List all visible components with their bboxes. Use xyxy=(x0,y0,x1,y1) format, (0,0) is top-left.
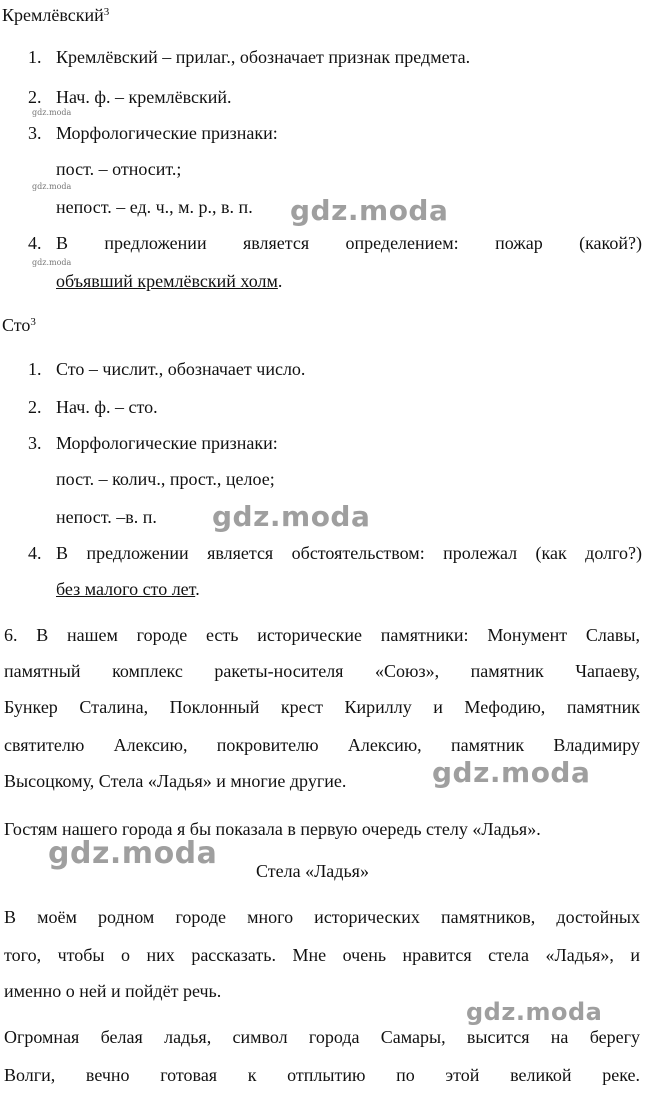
guests-sentence: Гостям нашего города я бы показала в первую очередь стелу «Ладья». xyxy=(4,819,541,839)
section-title-kremlevsky: Кремлёвский$^3$ xyxy=(2,5,110,25)
item-number: 1. xyxy=(28,359,42,379)
watermark-large: gdz.moda xyxy=(432,756,591,789)
variable-features: непост. –в. п. xyxy=(56,507,157,527)
underlined-example: объявший кремлёвский холм xyxy=(56,271,278,291)
essay-line: того, чтобы о них рассказать. Мне очень нравится стела «Ладья», и xyxy=(4,945,640,965)
underlined-example: без малого сто лет xyxy=(56,579,196,599)
item-text-sentence-role: В предложении является обстоятельством: пролежал (как долго?) xyxy=(56,543,642,563)
item-text: Сто – числит., обозначает число. xyxy=(56,359,306,379)
essay-line: Волги, вечно готовая к отплытию по этой великой реке. xyxy=(4,1065,640,1085)
watermark-large: gdz.moda xyxy=(212,500,371,533)
essay-title: Стела «Ладья» xyxy=(256,861,369,881)
watermark-large: gdz.moda xyxy=(290,194,449,227)
watermark-small: gdz.moda xyxy=(32,258,72,267)
constant-features: пост. – относит.; xyxy=(56,159,182,179)
paragraph-line: памятный комплекс ракеты-носителя «Союз», памятник Чапаеву, xyxy=(4,661,640,681)
item-text: Морфологические признаки: xyxy=(56,123,278,143)
variable-features: непост. – ед. ч., м. р., в. п. xyxy=(56,197,253,217)
section-title-sto: Сто$^3$ xyxy=(2,315,36,335)
item-number: 3. xyxy=(28,433,42,453)
watermark-small: gdz.moda xyxy=(32,108,72,117)
item-text: Кремлёвский – прилаг., обозначает признак предмета. xyxy=(56,47,471,67)
constant-features: пост. – колич., прост., целое; xyxy=(56,469,275,489)
item-number: 2. xyxy=(28,397,42,417)
watermark-large: gdz.moda xyxy=(48,836,218,871)
paragraph-line: Бункер Сталина, Поклонный крест Кириллу и Мефодию, памятник xyxy=(4,697,640,717)
item-number: 4. xyxy=(28,233,42,253)
paragraph-line: святителю Алексию, покровителю Алексию, памятник Владимиру xyxy=(4,735,640,755)
item-number: 2. xyxy=(28,87,42,107)
item-text: Морфологические признаки: xyxy=(56,433,278,453)
item-number: 1. xyxy=(28,47,42,67)
item-text: Нач. ф. – кремлёвский. xyxy=(56,87,232,107)
watermark-large: gdz.moda xyxy=(466,998,603,1026)
paragraph-line: 6. В нашем городе есть исторические памятники: Монумент Славы, xyxy=(4,625,640,645)
item-text-example: объявший кремлёвский холм. xyxy=(56,271,283,291)
essay-line-last: именно о ней и пойдёт речь. xyxy=(4,981,222,1001)
watermark-small: gdz.moda xyxy=(32,182,72,191)
essay-line: В моём родном городе много исторических памятников, достойных xyxy=(4,907,640,927)
essay-line: Огромная белая ладья, символ города Самары, высится на берегу xyxy=(4,1027,640,1047)
paragraph-line-last: Высоцкому, Стела «Ладья» и многие другие. xyxy=(4,771,347,791)
item-text-example: без малого сто лет. xyxy=(56,579,200,599)
item-number: 3. xyxy=(28,123,42,143)
item-text: Нач. ф. – сто. xyxy=(56,397,158,417)
item-number: 4. xyxy=(28,543,42,563)
item-text-sentence-role: В предложении является определением: пожар (какой?) xyxy=(56,233,642,253)
